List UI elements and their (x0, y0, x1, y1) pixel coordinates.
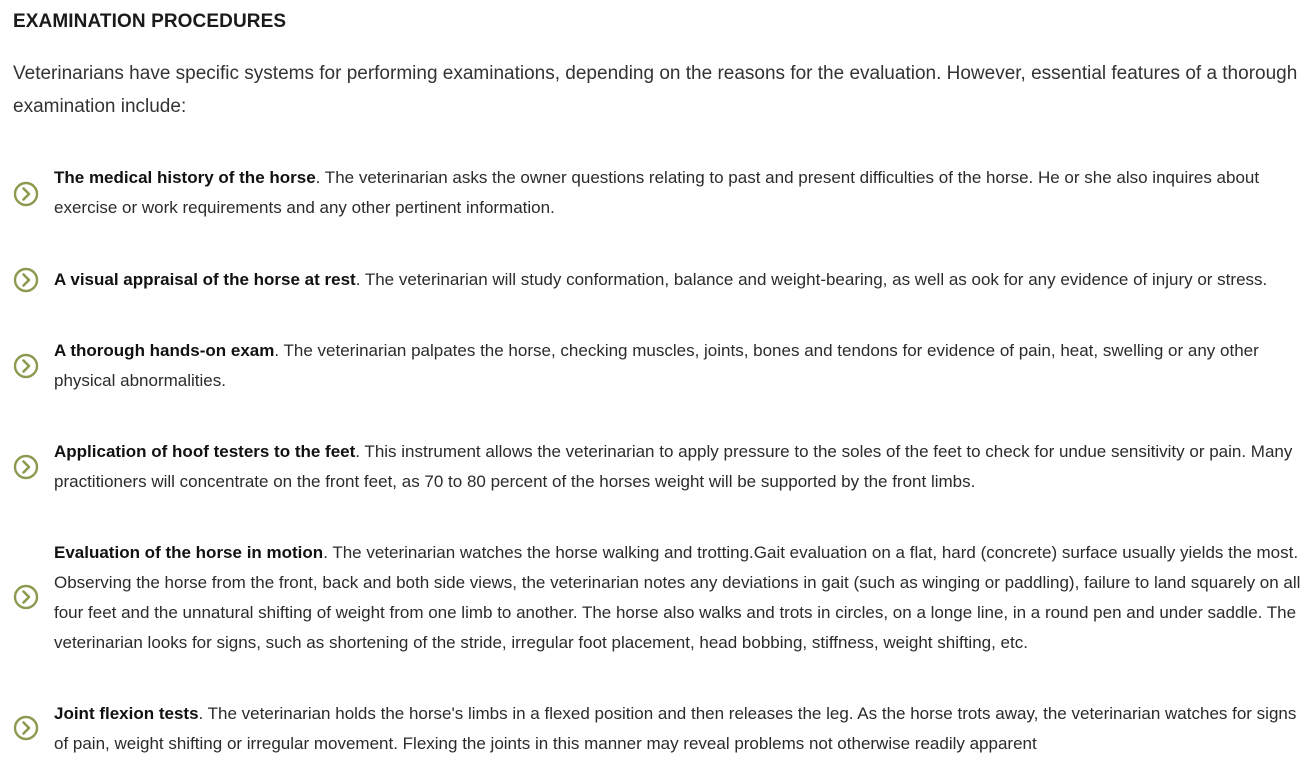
list-item-body: . This instrument allows the veterinarian to apply pressure to the soles of the feet to check for undue sensitivity or pain. Many practitioners will concentrate on the front feet, as 70 to 80 percent of the horses weight will be supported by the front limbs. (54, 442, 1293, 491)
chevron-right-circle-icon (13, 454, 39, 480)
list-item-heading: Evaluation of the horse in motion (54, 543, 324, 562)
list-item-text (54, 699, 1313, 759)
list-item-body: . The veterinarian asks the owner questions relating to past and present difficulties of the horse. He or she also inquires about exercise or work requirements and any other pertinent information. (54, 168, 1260, 217)
list-item-text (54, 538, 1313, 658)
list-item-text (54, 336, 1313, 396)
list-item-text (54, 163, 1313, 223)
list-item-heading: A thorough hands-on exam (54, 341, 275, 360)
chevron-right-circle-icon (13, 181, 39, 207)
list-item-body: . The veterinarian will study conformation, balance and weight-bearing, as well as ook for any evidence of injury or stress. (355, 270, 1268, 289)
chevron-right-circle-icon (13, 267, 39, 293)
list-item-heading: Application of hoof testers to the feet (54, 442, 356, 461)
list-item-body: . The veterinarian watches the horse walking and trotting.Gait evaluation on a flat, hard (concrete) surface usually yields the most. Observing the horse from the front, back and both side views, the veterinarian notes any deviations in gait (such as winging or paddling), failure to land squarely on all four feet and the unnatural shifting of weight from one limb to another. The horse also walks and trots in circles, on a longe line, in a round pen and under saddle. The veterinarian looks for signs, such as shortening of the stride, irregular foot placement, head bobbing, stiffness, weight shifting, etc. (54, 543, 1301, 652)
chevron-right-circle-icon (13, 353, 39, 379)
page-title: EXAMINATION PROCEDURES (13, 11, 287, 32)
list-item-heading: Joint flexion tests (54, 704, 199, 723)
list-item-text (54, 265, 1313, 295)
list-item-body: . The veterinarian palpates the horse, checking muscles, joints, bones and tendons for evidence of pain, heat, swelling or any other physical abnormalities. (54, 341, 1259, 390)
list-item-text (54, 437, 1313, 497)
list-item-body: . The veterinarian holds the horse's limbs in a flexed position and then releases the leg. As the horse trots away, the veterinarian watches for signs of pain, weight shifting or irregular movement. Flexing the joints in this manner may reveal problems not otherwise readily apparent (54, 704, 1297, 753)
chevron-right-circle-icon (13, 584, 39, 610)
chevron-right-circle-icon (13, 715, 39, 741)
list-item-heading: A visual appraisal of the horse at rest (54, 270, 356, 289)
intro-paragraph: Veterinarians have specific systems for performing examinations, depending on the reasons for the evaluation. However, essential features of a thorough examination include: (13, 63, 1298, 117)
list-item-heading: The medical history of the horse (54, 168, 316, 187)
